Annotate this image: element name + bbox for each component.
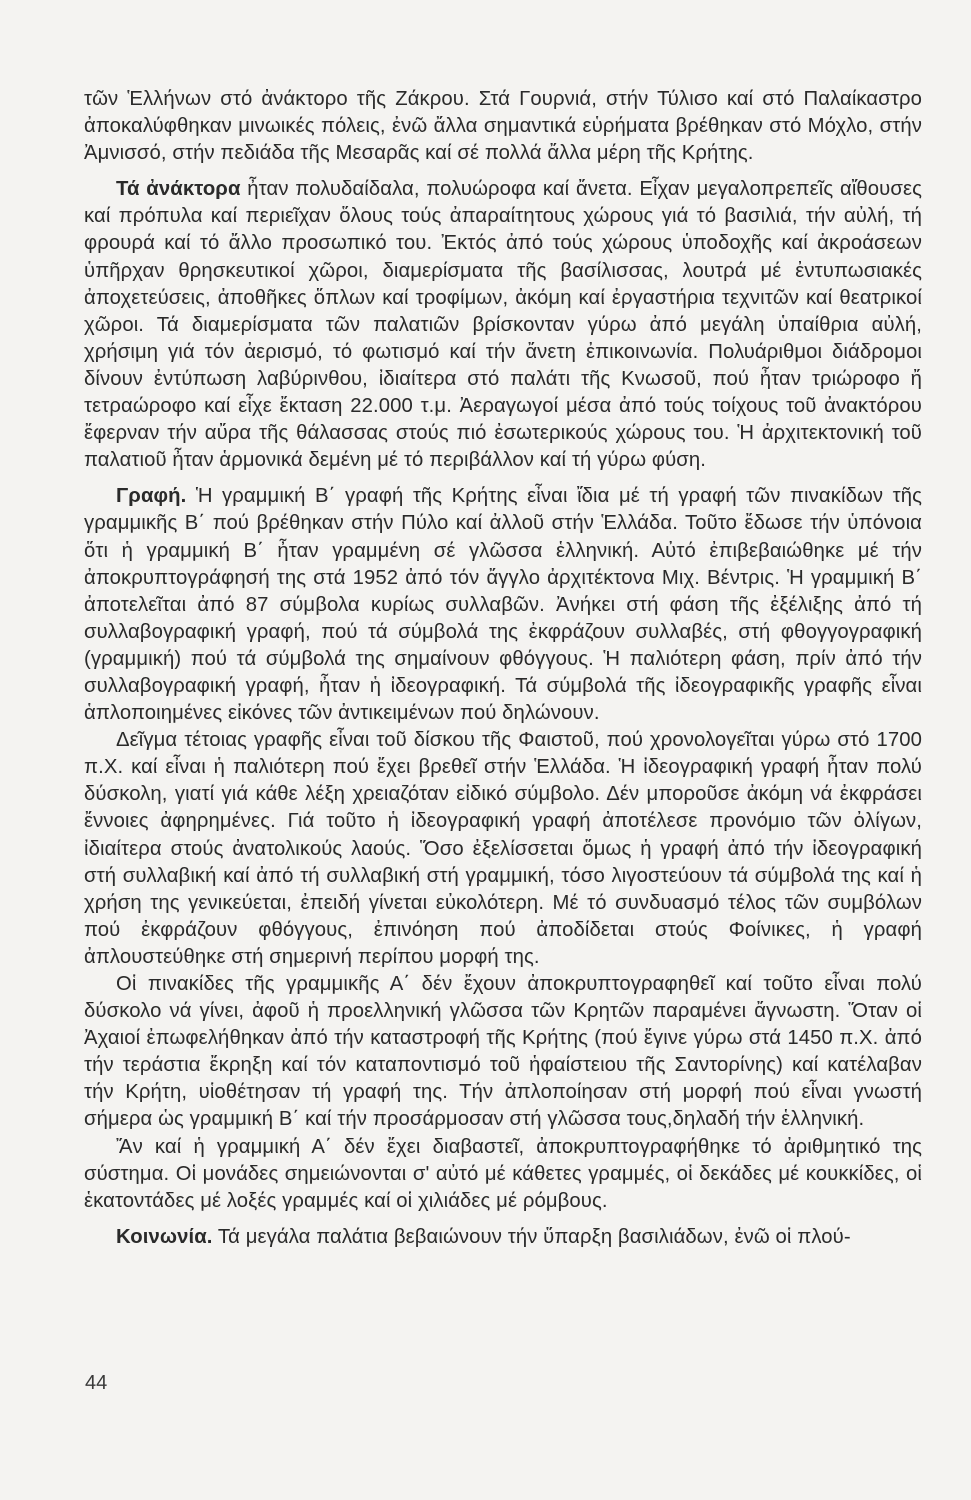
paragraph-excavations: τῶν Ἑλλήνων στό ἀνάκτορο τῆς Ζάκρου. Στά Γουρνιά, στήν Τύλισο καί στό Παλαίκαστρο ἀποκαλύφθηκαν μινωικές πόλεις, ἐνῶ ἄλλα σημαντικά εὑρήματα βρέθηκαν στό Μόχλο, στήν Ἀμνισσό, στήν πεδιάδα τῆς Μεσαρᾶς καί σέ πολλά ἄλλα μέρη τῆς Κρήτης. [84,88,922,165]
paragraph-linear-a: Οἱ πινακίδες τῆς γραμμικῆς Α΄ δέν ἔχουν ἀποκρυπτογραφηθεῖ καί τοῦτο εἶναι πολύ δύσκολο νά γίνει, ἀφοῦ ἡ προελληνική γλῶσσα τῶν Κρητῶν παραμένει ἄγνωστη. Ὅταν οἱ Ἀχαιοί ἐπωφελήθηκαν ἀπό τήν καταστροφή τῆς Κρήτης (πού ἔγινε γύρω στά 1450 π.Χ. ἀπό τήν τεράστια ἔκρηξη καί τόν καταποντισμό τοῦ ἡφαίστειου τῆς Σαντορίνης) καί κατέλαβαν τήν Κρήτη, υἱοθέτησαν τή γραφή της. Τήν ἀπλοποίησαν στή μορφή πού εἶναι γνωστή σήμερα ὡς γραμμική Β΄ καί τήν προσάρμοσαν στή γλῶσσα τους,δηλαδή τήν ἑλληνική. [84,973,922,1131]
paragraph-writing [84,483,922,727]
page-body-text [84,86,922,1251]
paragraph-palaces [84,176,922,474]
paragraph-palaces-text: ἦταν πολυδαίδαλα, πολυώροφα καί ἄνετα. Εἶχαν μεγαλοπρεπεῖς αἴθουσες καί πρόπυλα καί περιεῖχαν ὅλους τούς ἀπαραίτητους χώρους γιά τό βασιλιά, τήν αὐλή, τή φρουρά καί τό ἄλλο προσωπικό του. Ἐκτός ἀπό τούς χώρους ὑποδοχῆς καί ἀκροάσεων ὑπῆρχαν θρησκευτικοί χῶροι, διαμερίσματα τῆς βασίλισσας, λουτρά μέ ἐντυπωσιακές ἀποχετεύσεις, ἀποθῆκες ὅπλων καί τροφίμων, ἀκόμη καί ἐργαστήρια τεχνιτῶν καί θεατρικοί χῶροι. Τά διαμερίσματα τῶν παλατιῶν βρίσκονταν γύρω ἀπό μεγάλη ὑπαίθρια αὐλή, χρήσιμη γιά τόν ἀερισμό, τό φωτισμό καί τήν ἄνετη ἐπικοινωνία. Πολυάριθμοι διάδρομοι δίνουν ἐντύπωση λαβύρινθου, ἰδιαίτερα στό παλάτι τῆς Κνωσοῦ, πού ἦταν τριώροφο ἤ τετραώροφο καί εἶχε ἔκταση 22.000 τ.μ. Ἀεραγωγοί μέσα ἀπό τούς τοίχους τοῦ ἀνακτόρου ἔφερναν τήν αὔρα τῆς θάλασσας στούς πιό ἐσωτερικούς χώρους του. Ἡ ἀρχιτεκτονική τοῦ παλατιοῦ ἦταν ἁρμονικά δεμένη μέ τό περιβάλλον καί τή γύρω φύση. [84,178,923,472]
section-heading-palaces: Τά ἀνάκτορα [116,178,241,201]
paragraph-writing-text: Ἡ γραμμική Β΄ γραφή τῆς Κρήτης εἶναι ἴδια μέ τή γραφή τῶν πινακίδων τῆς γραμμικῆς Β΄ πού βρέθηκαν στήν Πύλο καί ἀλλοῦ στήν Ἑλλάδα. Τοῦτο ἔδωσε τήν ὑπόνοια ὅτι ἡ γραμμική Β΄ ἦταν γραμμένη σέ γλῶσσα ἑλληνική. Αὐτό ἐπιβεβαιώθηκε μέ τήν ἀποκρυπτογράφησή της στά 1952 ἀπό τόν ἄγγλο ἀρχιτέκτονα Μιχ. Βέντρις. Ἡ γραμμική Β΄ ἀποτελεῖται ἀπό 87 σύμβολα κυρίως συλλαβῶν. Ἀνήκει στή φάση τῆς ἐξέλιξης ἀπό τή συλλαβογραφική γραφή, πού τά σύμβολά της ἐκφράζουν συλλαβές, στή φθογγογραφική (γραμμική) πού τά σύμβολά της σημαίνουν φθόγγους. Ἡ παλιότερη φάση, πρίν ἀπό τήν συλλαβογραφική γραφή, ἦταν ἡ ἰδεογραφική. Τά σύμβολά τῆς ἰδεογραφικῆς γραφῆς εἶναι ἁπλοποιημένες εἰκόνες τῶν ἀντικειμένων πού δηλώνουν. [84,485,922,725]
section-heading-writing: Γραφή. [116,485,187,508]
page-number: 44 [85,1372,108,1394]
paragraph-numeral-system: Ἄν καί ἡ γραμμική Α΄ δέν ἔχει διαβαστεῖ, ἀποκρυπτογραφήθηκε τό ἀριθμητικό της σύστημα. Οἱ μονάδες σημειώνονται σ' αὐτό μέ κάθετες γραμμές, οἱ δεκάδες μέ κουκκίδες, οἱ ἑκατοντάδες μέ λοξές γραμμές καί οἱ χιλιάδες μέ ρόμβους. [84,1135,922,1212]
paragraph-society-text: Τά μεγάλα παλάτια βεβαιώνουν τήν ὕπαρξη βασιλιάδων, ἐνῶ οἱ πλού- [212,1225,851,1248]
paragraph-society [84,1224,922,1251]
paragraph-phaistos-disc: Δεῖγμα τέτοιας γραφῆς εἶναι τοῦ δίσκου τῆς Φαιστοῦ, πού χρονολογεῖται γύρω στό 1700 π.Χ. καί εἶναι ἡ παλιότερη πού ἔχει βρεθεῖ στήν Ἑλλάδα. Ἡ ἰδεογραφική γραφή ἦταν πολύ δύσκολη, γιατί γιά κάθε λέξη χρειαζόταν εἰδικό σύμβολο. Δέν μποροῦσε ἀκόμη νά ἐκφράσει ἔννοιες ἀφηρημένες. Γιά τοῦτο ἡ ἰδεογραφική γραφή ἀποτέλεσε προνόμιο τῶν ὀλίγων, ἰδιαίτερα στούς ἀνατολικούς λαούς. Ὅσο ἐξελίσσεται ὅμως ἡ γραφή ἀπό τήν ἰδεογραφική στή συλλαβική καί ἀπό τή συλλαβική στή γραμμική, τόσο λιγοστεύουν τά σύμβολά της καί ἡ χρήση της γενικεύεται, ἐπειδή γίνεται εὐκολότερη. Μέ τό συνδυασμό τέλος τῶν συμβόλων πού ἐκφράζουν φθόγγους, ἐπινόηση πού ἀποδίδεται στούς Φοίνικες, ἡ γραφή ἀπλουστεύθηκε στή σημερινή περίπου μορφή της. [84,729,922,968]
section-heading-society: Κοινωνία. [116,1225,213,1248]
